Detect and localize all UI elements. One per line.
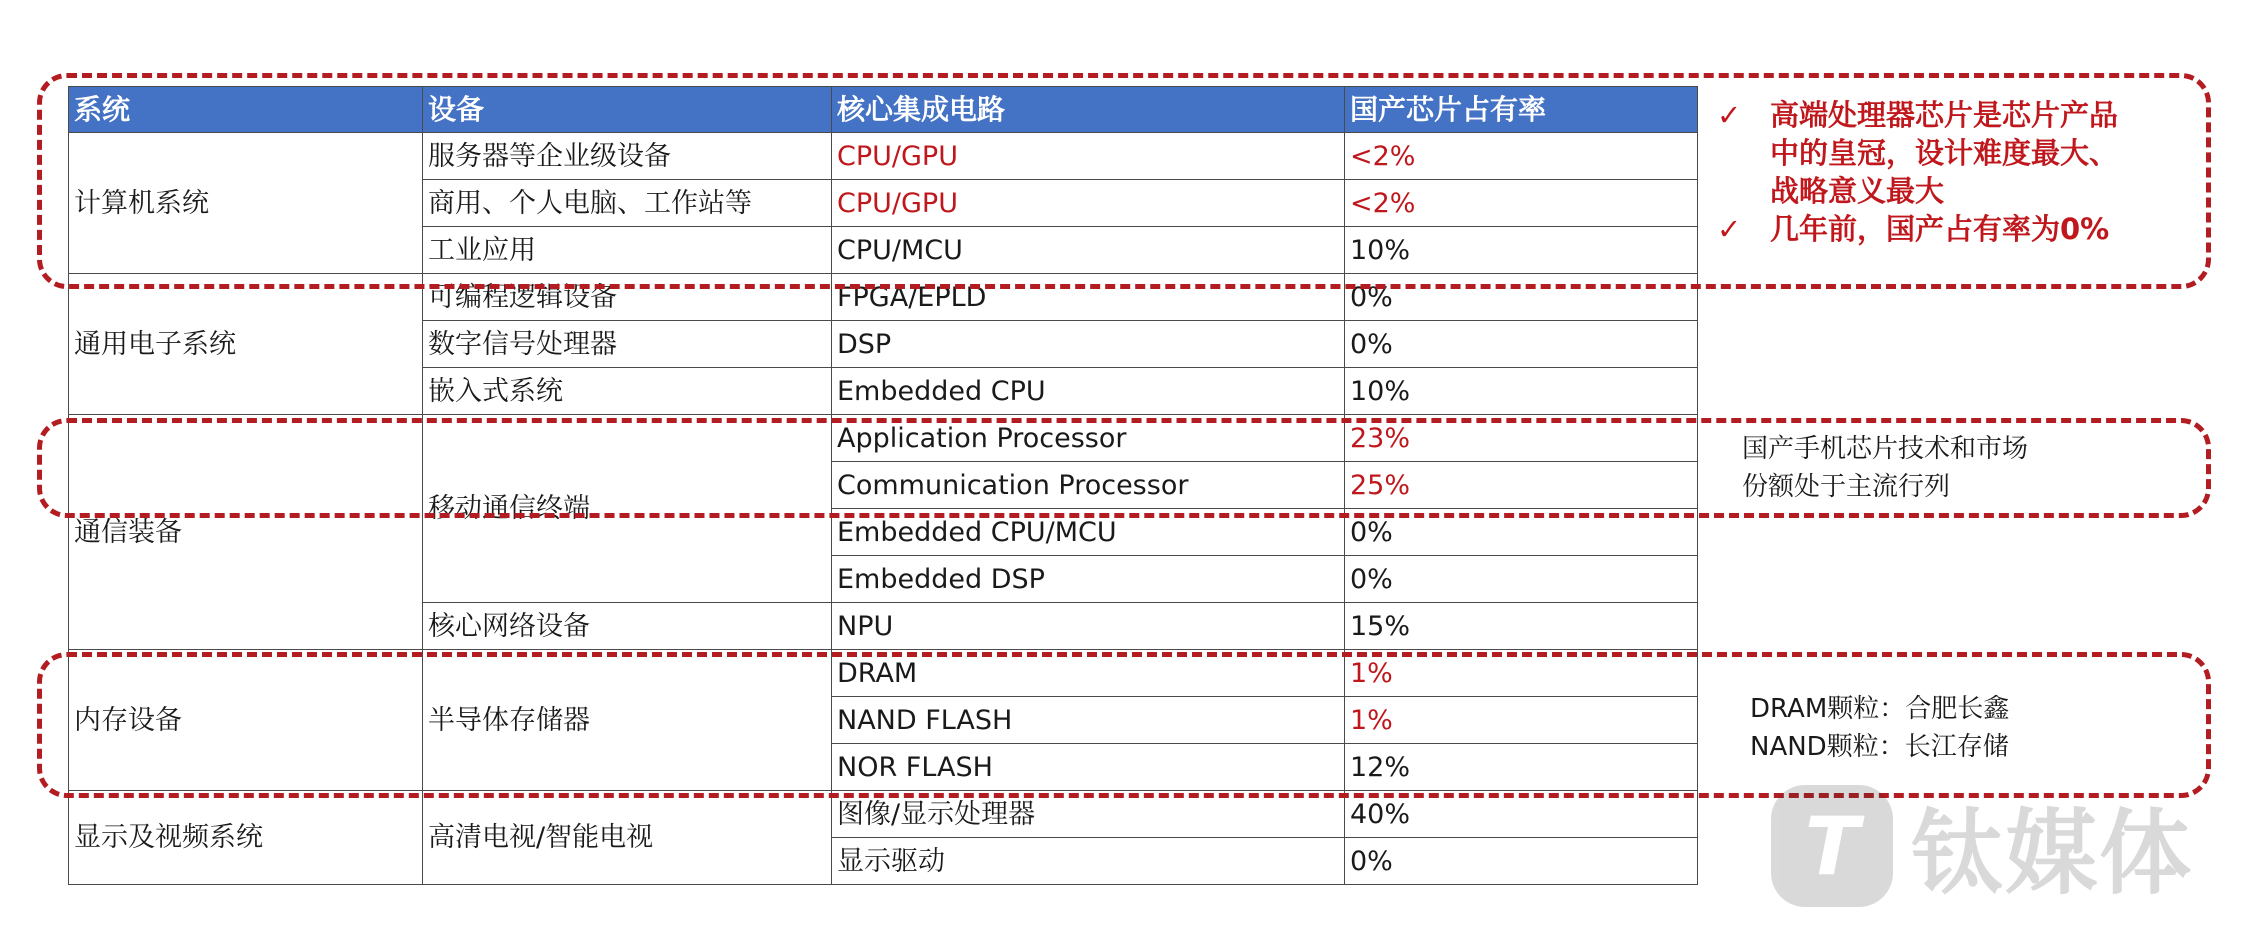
header-device: 设备 (423, 87, 832, 133)
share-cell: 0% (1345, 274, 1698, 321)
share-cell: 10% (1345, 227, 1698, 274)
chip-cell: Embedded DSP (832, 556, 1345, 603)
share-cell: 0% (1345, 838, 1698, 885)
share-cell: 0% (1345, 509, 1698, 556)
share-cell: 40% (1345, 791, 1698, 838)
chip-cell: NAND FLASH (832, 697, 1345, 744)
top-note-line3: 战略意义最大 (1770, 174, 1945, 208)
system-cell: 显示及视频系统 (69, 791, 423, 885)
share-cell: 10% (1345, 368, 1698, 415)
device-cell: 商用、个人电脑、工作站等 (423, 180, 832, 227)
device-cell: 嵌入式系统 (423, 368, 832, 415)
chip-cell: CPU/MCU (832, 227, 1345, 274)
chip-cell: Embedded CPU (832, 368, 1345, 415)
memory-note (1750, 690, 2009, 766)
top-note-line4: 几年前，国产占有率为0% (1770, 212, 2110, 246)
system-cell: 通信装备 (69, 415, 423, 650)
mobile-note (1742, 430, 2028, 506)
share-cell: 12% (1345, 744, 1698, 791)
chip-cell: 显示驱动 (832, 838, 1345, 885)
chip-cell: Application Processor (832, 415, 1345, 462)
share-cell: 0% (1345, 556, 1698, 603)
chip-cell: DSP (832, 321, 1345, 368)
header-share: 国产芯片占有率 (1345, 87, 1698, 133)
top-note-line2: 中的皇冠，设计难度最大、 (1770, 136, 2119, 170)
chip-cell: NPU (832, 603, 1345, 650)
system-cell: 通用电子系统 (69, 274, 423, 415)
header-system: 系统 (69, 87, 423, 133)
check-icon: ✓ (1717, 98, 1742, 132)
share-cell: <2% (1345, 133, 1698, 180)
watermark-logo-icon: T (1771, 785, 1893, 907)
device-cell: 半导体存储器 (423, 650, 832, 791)
system-cell: 内存设备 (69, 650, 423, 791)
mobile-note-line1: 国产手机芯片技术和市场 (1742, 434, 2029, 464)
share-cell: 15% (1345, 603, 1698, 650)
share-cell: 1% (1345, 697, 1698, 744)
share-cell: 23% (1345, 415, 1698, 462)
device-cell: 核心网络设备 (423, 603, 832, 650)
share-cell: 1% (1345, 650, 1698, 697)
chip-cell: Communication Processor (832, 462, 1345, 509)
chip-cell: 图像/显示处理器 (832, 791, 1345, 838)
share-cell: 0% (1345, 321, 1698, 368)
device-cell: 数字信号处理器 (423, 321, 832, 368)
system-cell: 计算机系统 (69, 133, 423, 274)
top-note (1717, 96, 2118, 248)
share-cell: <2% (1345, 180, 1698, 227)
device-cell: 高清电视/智能电视 (423, 791, 832, 885)
chip-cell: CPU/GPU (832, 133, 1345, 180)
chip-cell: CPU/GPU (832, 180, 1345, 227)
device-cell: 可编程逻辑设备 (423, 274, 832, 321)
top-note-line1: 高端处理器芯片是芯片产品 (1770, 98, 2119, 132)
chip-cell: FPGA/EPLD (832, 274, 1345, 321)
chip-cell: DRAM (832, 650, 1345, 697)
memory-note-line2: NAND颗粒：长江存储 (1750, 732, 2009, 762)
share-cell: 25% (1345, 462, 1698, 509)
chip-cell: NOR FLASH (832, 744, 1345, 791)
device-cell: 工业应用 (423, 227, 832, 274)
mobile-note-line2: 份额处于主流行列 (1742, 472, 1951, 502)
watermark (1771, 780, 2193, 912)
watermark-text: 钛媒体 (1911, 800, 2194, 907)
chip-cell: Embedded CPU/MCU (832, 509, 1345, 556)
device-cell: 服务器等企业级设备 (423, 133, 832, 180)
device-cell: 移动通信终端 (423, 415, 832, 603)
check-icon: ✓ (1717, 212, 1742, 246)
memory-note-line1: DRAM颗粒：合肥长鑫 (1750, 694, 2010, 724)
header-chip: 核心集成电路 (832, 87, 1345, 133)
